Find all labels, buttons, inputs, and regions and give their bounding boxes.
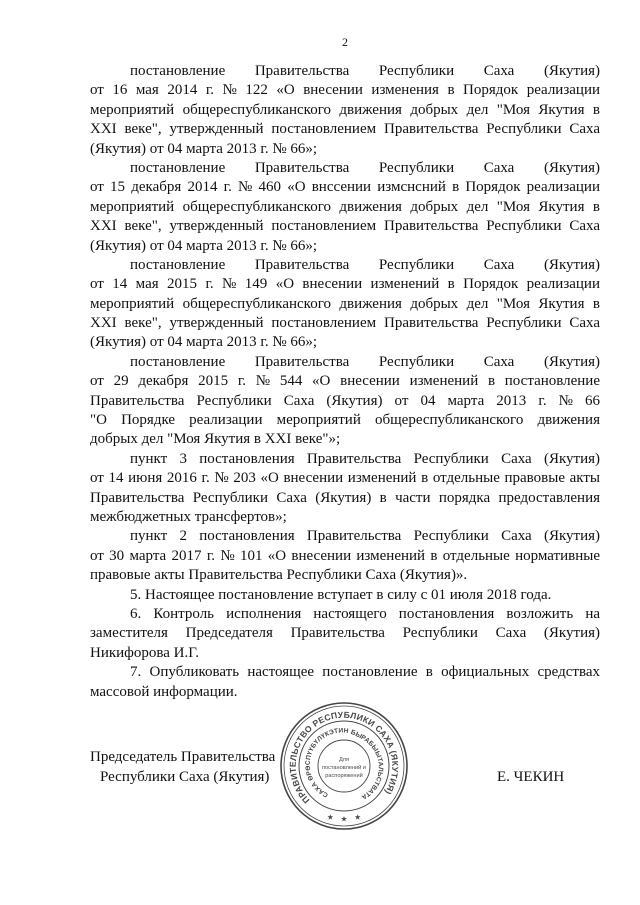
stamp-inner-text [305, 728, 384, 801]
star-icon-shape [355, 814, 361, 819]
text-line: постановление Правительства Республики Саха (Якутия) [130, 159, 600, 176]
text-line: (Якутия) от 04 марта 2013 г. № 66»; [90, 334, 318, 351]
text-line: заместителя Председателя Правительства Республики Саха (Якутия) [90, 625, 600, 642]
clause-5-effective-date [90, 586, 600, 605]
text-line: от 30 марта 2017 г. № 101 «О внесении изменений в отдельные нормативные [90, 547, 600, 564]
repealed-act-item-4 [90, 353, 600, 450]
signatory-position-line-2: Республики Саха (Якутия) [100, 769, 270, 785]
clause-7-publication [90, 663, 600, 702]
text-line: 5. Настоящее постановление вступает в силу с 01 июля 2018 года. [130, 586, 552, 603]
repealed-act-item-3 [90, 256, 600, 353]
text-line: (Якутия) от 04 марта 2013 г. № 66»; [90, 140, 318, 157]
text-line: пункт 2 постановления Правительства Республики Саха (Якутия) [130, 528, 600, 545]
text-line: XXI веке", утвержденный постановлением Правительства Республики Саха [90, 315, 600, 332]
text-line: правовые акты Правительства Республики Саха (Якутия)». [90, 567, 468, 584]
star-icon-shape [341, 816, 347, 821]
stamp-center-line-3: распоряжений [325, 773, 363, 779]
clause-6-control [90, 605, 600, 663]
text-line: XXI веке", утвержденный постановлением Правительства Республики Саха [90, 218, 600, 235]
text-line: постановление Правительства Республики Саха (Якутия) [130, 63, 600, 79]
stamp-center-line-2: постановлений и [322, 765, 366, 771]
star-icon-shape [327, 814, 333, 819]
text-line: "О Порядке реализации мероприятий общереспубликанского движения [90, 412, 600, 429]
text-line: Правительства Республики Саха (Якутия) в части порядка предоставления [90, 489, 600, 506]
text-line: от 14 июня 2016 г. № 203 «О внесении изменений в отдельные правовые акты [90, 470, 600, 487]
document-body [90, 62, 600, 702]
text-line: 6. Контроль исполнения настоящего постановления возложить на [130, 605, 600, 622]
text-line: от 29 декабря 2015 г. № 544 «О внесении изменений в постановление [90, 373, 600, 390]
star-icon [327, 814, 333, 819]
signatory-name: Е. ЧЕКИН [497, 769, 565, 785]
text-line: массовой информации. [90, 683, 238, 700]
text-line: от 15 декабря 2014 г. № 460 «О внссении измснсний в Порядок реализации [90, 179, 600, 196]
text-line: постановление Правительства Республики Саха (Якутия) [130, 256, 600, 273]
stamp-outer-text-content: ПРАВИТЕЛЬСТВО РЕСПУБЛИКИ САХА (ЯКУТИЯ) [287, 709, 401, 806]
stamp-inner-text-content: САХА ӨРӨСПҮҮБҮЛҮКЭТИН БЫРАБЫЫТАЛЬСТВАТА [304, 727, 384, 801]
text-line: пункт 3 постановления Правительства Республики Саха (Якутия) [130, 450, 600, 467]
text-line: мероприятий общереспубликанского движения добрых дел "Моя Якутия в [90, 198, 600, 215]
text-line: от 14 мая 2015 г. № 149 «О внесении изменений в Порядок реализации [90, 276, 600, 293]
text-line: добрых дел "Моя Якутия в XXI веке"»; [90, 431, 341, 448]
official-stamp [279, 701, 409, 831]
text-line: Никифорова И.Г. [90, 644, 199, 661]
page-number: 2 [342, 35, 348, 49]
star-icon [341, 816, 347, 821]
text-line: (Якутия) от 04 марта 2013 г. № 66»; [90, 237, 318, 254]
text-line: XXI веке", утвержденный постановлением Правительства Республики Саха [90, 121, 600, 138]
repealed-act-item-2 [90, 159, 600, 256]
text-line: от 16 мая 2014 г. № 122 «О внесении изменения в Порядок реализации [90, 82, 600, 99]
text-line: 7. Опубликовать настоящее постановление в официальных средствах [130, 664, 600, 681]
text-line: Правительства Республики Саха (Якутия) от 04 марта 2013 г. № 66 [90, 392, 600, 409]
text-line: постановление Правительства Республики Саха (Якутия) [130, 353, 600, 370]
repealed-act-item-5 [90, 450, 600, 528]
star-icon [355, 814, 361, 819]
repealed-act-item-6 [90, 527, 600, 585]
stamp-center-line-1: Для [338, 757, 350, 763]
repealed-act-item-1 [90, 62, 600, 159]
text-line: межбюджетных трансфертов»; [90, 508, 287, 525]
text-line: мероприятий общереспубликанского движения добрых дел "Моя Якутия в [90, 295, 600, 312]
signatory-position-line-1: Председатель Правительства [90, 749, 276, 765]
text-line: мероприятий общереспубликанского движения добрых дел "Моя Якутия в [90, 101, 600, 118]
